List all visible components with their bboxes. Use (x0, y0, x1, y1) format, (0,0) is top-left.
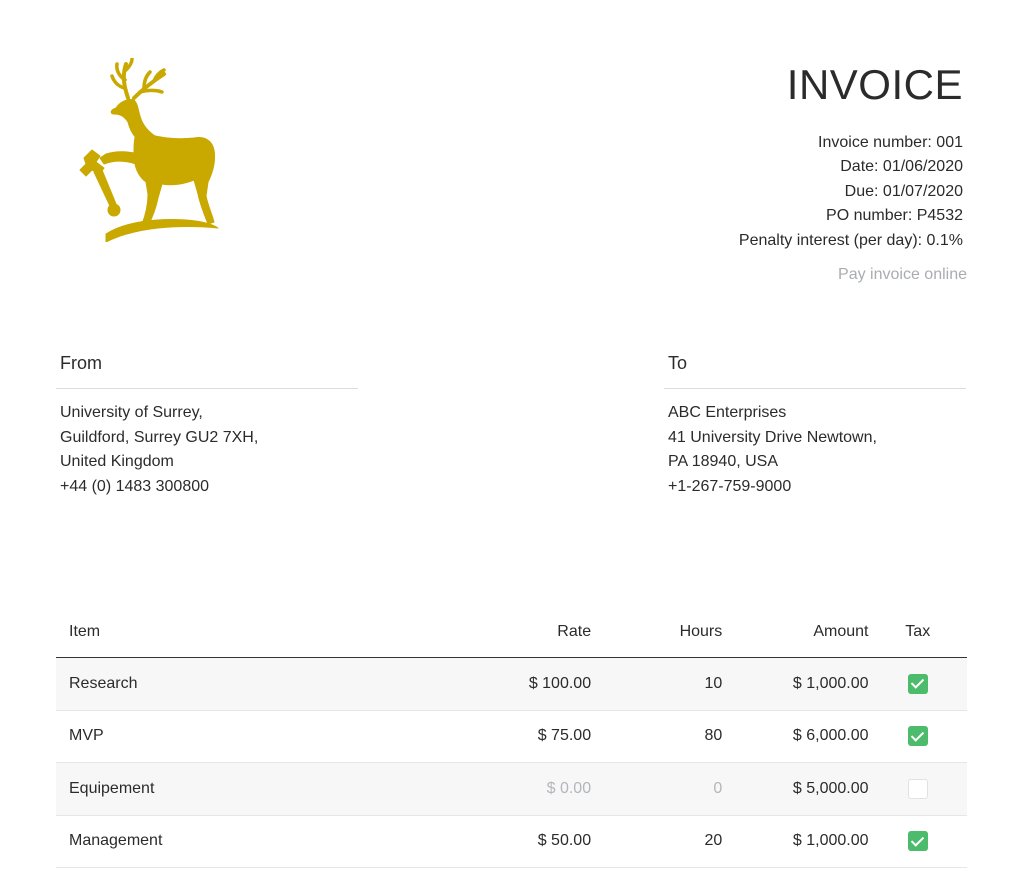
to-address-line: 41 University Drive Newtown, (668, 428, 877, 446)
tax-checkbox[interactable] (908, 831, 928, 851)
stag-logo-icon (76, 58, 224, 242)
from-heading: From (56, 350, 358, 389)
table-row (56, 815, 967, 868)
po-number: PO number: P4532 (826, 207, 963, 225)
item-hours: 80 (591, 710, 722, 763)
item-name: Research (56, 658, 404, 711)
from-address-line: Guildford, Surrey GU2 7XH, (60, 428, 259, 446)
item-rate: $ 0.00 (404, 763, 591, 816)
item-amount: $ 5,000.00 (722, 763, 868, 816)
penalty-interest: Penalty interest (per day): 0.1% (738, 231, 963, 249)
invoice-number: Invoice number: 001 (818, 134, 963, 151)
table-header-row (56, 606, 967, 658)
to-address-line: ABC Enterprises (668, 404, 787, 421)
column-header-item: Item (56, 606, 404, 658)
column-header-amount: Amount (722, 606, 868, 658)
pay-invoice-online-link[interactable]: Pay invoice online (838, 266, 967, 283)
invoice-meta (739, 131, 963, 253)
tax-checkbox[interactable] (908, 674, 928, 694)
to-phone: +1-267-759-9000 (668, 477, 792, 495)
item-name: Management (56, 815, 404, 868)
item-hours: 20 (591, 815, 722, 868)
item-rate: $ 50.00 (404, 815, 591, 868)
to-address-line: PA 18940, USA (668, 453, 778, 470)
column-header-rate: Rate (404, 606, 591, 658)
column-header-hours: Hours (591, 606, 722, 658)
from-address-line: University of Surrey, (60, 404, 203, 421)
item-hours: 10 (591, 658, 722, 711)
item-rate: $ 100.00 (404, 658, 591, 711)
item-rate: $ 75.00 (404, 710, 591, 763)
item-hours: 0 (591, 763, 722, 816)
invoice-date: Date: 01/06/2020 (840, 158, 963, 176)
to-heading: To (664, 350, 966, 389)
to-section (664, 350, 966, 499)
from-address-line: United Kingdom (60, 453, 174, 470)
item-amount: $ 6,000.00 (722, 710, 868, 763)
line-items-table (56, 606, 967, 868)
to-address (664, 389, 966, 499)
column-header-tax: Tax (869, 606, 968, 658)
item-name: Equipement (56, 763, 404, 816)
from-address (56, 389, 358, 499)
tax-checkbox[interactable] (908, 726, 928, 746)
item-amount: $ 1,000.00 (722, 658, 868, 711)
from-section (56, 350, 358, 499)
invoice-title: INVOICE (786, 61, 963, 108)
table-row (56, 763, 967, 816)
invoice-due-date: Due: 01/07/2020 (844, 182, 963, 200)
tax-checkbox[interactable] (908, 779, 928, 799)
item-name: MVP (56, 710, 404, 763)
item-amount: $ 1,000.00 (722, 815, 868, 868)
table-row (56, 658, 967, 711)
table-row (56, 710, 967, 763)
from-phone: +44 (0) 1483 300800 (60, 477, 210, 495)
